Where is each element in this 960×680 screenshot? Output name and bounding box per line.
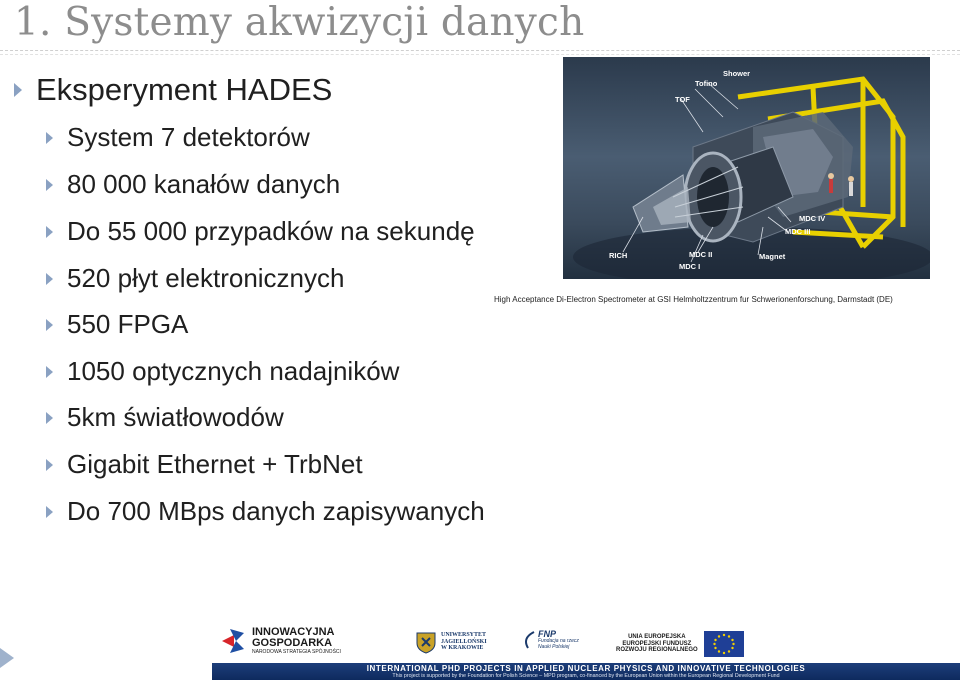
ue-line2: EUROPEJSKI FUNDUSZ (622, 640, 692, 647)
bullet-arrow-icon (46, 273, 53, 285)
bullet-arrow-icon (46, 179, 53, 191)
ig-line2: GOSPODARKA (252, 637, 333, 649)
project-banner (212, 663, 960, 680)
bullet-sub-text: 520 płyt elektronicznych (67, 263, 345, 293)
banner-title: INTERNATIONAL PHD PROJECTS IN APPLIED NUCLEAR PHYSICS AND INNOVATIVE TECHNOLOGIES (366, 664, 806, 673)
bullet-sub-text: 1050 optycznych nadajników (67, 356, 400, 386)
ig-star-icon (220, 627, 246, 655)
bullet-sub (46, 263, 344, 294)
uj-line2: JAGIELLOŃSKI (441, 638, 487, 645)
bullet-sub-text: Do 700 MBps danych zapisywanych (67, 496, 485, 526)
bullet-main-text: Eksperyment HADES (36, 72, 333, 107)
ue-line3: ROZWOJU REGIONALNEGO (616, 647, 698, 654)
bullet-arrow-icon (46, 319, 53, 331)
uj-line1: UNIWERSYTET (441, 632, 487, 639)
banner-subtitle: This project is supported by the Foundation for Polish Science – MPD program, co-financed by the European Union within the European Regional Development Fund (392, 673, 780, 679)
ig-line1: INNOWACYJNA (252, 626, 335, 638)
label-mdc3: MDC III (785, 227, 811, 236)
bullet-arrow-icon (14, 83, 22, 97)
footer-logos (0, 624, 960, 664)
label-tofino: Tofino (695, 79, 718, 88)
bullet-arrow-icon (46, 459, 53, 471)
ig-line3: NARODOWA STRATEGIA SPÓJNOŚCI (252, 649, 341, 655)
ue-line1: UNIA EUROPEJSKA (628, 633, 686, 640)
fnp-name: FNP (538, 629, 556, 639)
logo-unia-europejska (616, 631, 744, 657)
fnp-sub2: Nauki Polskiej (538, 643, 570, 650)
rich-detector (685, 153, 741, 241)
label-mdc1: MDC I (679, 262, 701, 271)
fnp-arc-icon (520, 630, 536, 650)
figure-caption: High Acceptance Di-Electron Spectrometer at GSI Helmholtzzentrum fur Schwerionenforschung, Darmstadt (DE) (494, 295, 893, 304)
uj-crest-icon (415, 630, 437, 654)
bullet-arrow-icon (46, 366, 53, 378)
bullet-sub (46, 309, 188, 340)
bullet-arrow-icon (46, 132, 53, 144)
label-magnet: Magnet (759, 252, 786, 261)
label-mdc4: MDC IV (799, 214, 826, 223)
bullet-sub-text: Gigabit Ethernet + TrbNet (67, 449, 363, 479)
bullet-sub (46, 449, 363, 480)
label-tof: TOF (675, 95, 690, 104)
label-rich: RICH (609, 251, 628, 260)
logo-fnp (520, 629, 579, 650)
bullet-sub (46, 402, 284, 433)
bullet-sub (46, 122, 310, 153)
bullet-arrow-icon (46, 506, 53, 518)
title-divider (0, 50, 960, 51)
bullet-sub-text: 550 FPGA (67, 309, 189, 339)
title-divider-secondary (0, 54, 960, 55)
bullet-arrow-icon (46, 226, 53, 238)
detector-illustration (563, 57, 930, 279)
bullet-sub (46, 496, 485, 527)
bullet-sub (46, 169, 340, 200)
eu-flag-icon (704, 631, 744, 657)
bullet-sub (46, 356, 399, 387)
slide-corner-arrow-icon (0, 648, 14, 668)
hades-detector-image (563, 57, 930, 279)
bullet-sub-text: Do 55 000 przypadków na sekundę (67, 216, 475, 246)
label-mdc2: MDC II (689, 250, 713, 259)
logo-uniwersytet-jagiellonski (415, 630, 487, 654)
uj-line3: W KRAKOWIE (441, 645, 484, 652)
bullet-sub (46, 216, 475, 247)
fnp-sub1: Fundacja na rzecz (538, 638, 579, 644)
bullet-arrow-icon (46, 412, 53, 424)
bullet-sub-text: System 7 detektorów (67, 122, 310, 152)
label-shower: Shower (723, 69, 751, 78)
slide-title: 1. Systemy akwizycji danych (14, 0, 585, 45)
bullet-sub-text: 5km światłowodów (67, 402, 284, 432)
bullet-main (14, 72, 332, 108)
bullet-sub-text: 80 000 kanałów danych (67, 169, 341, 199)
logo-innowacyjna-gospodarka (220, 627, 341, 655)
